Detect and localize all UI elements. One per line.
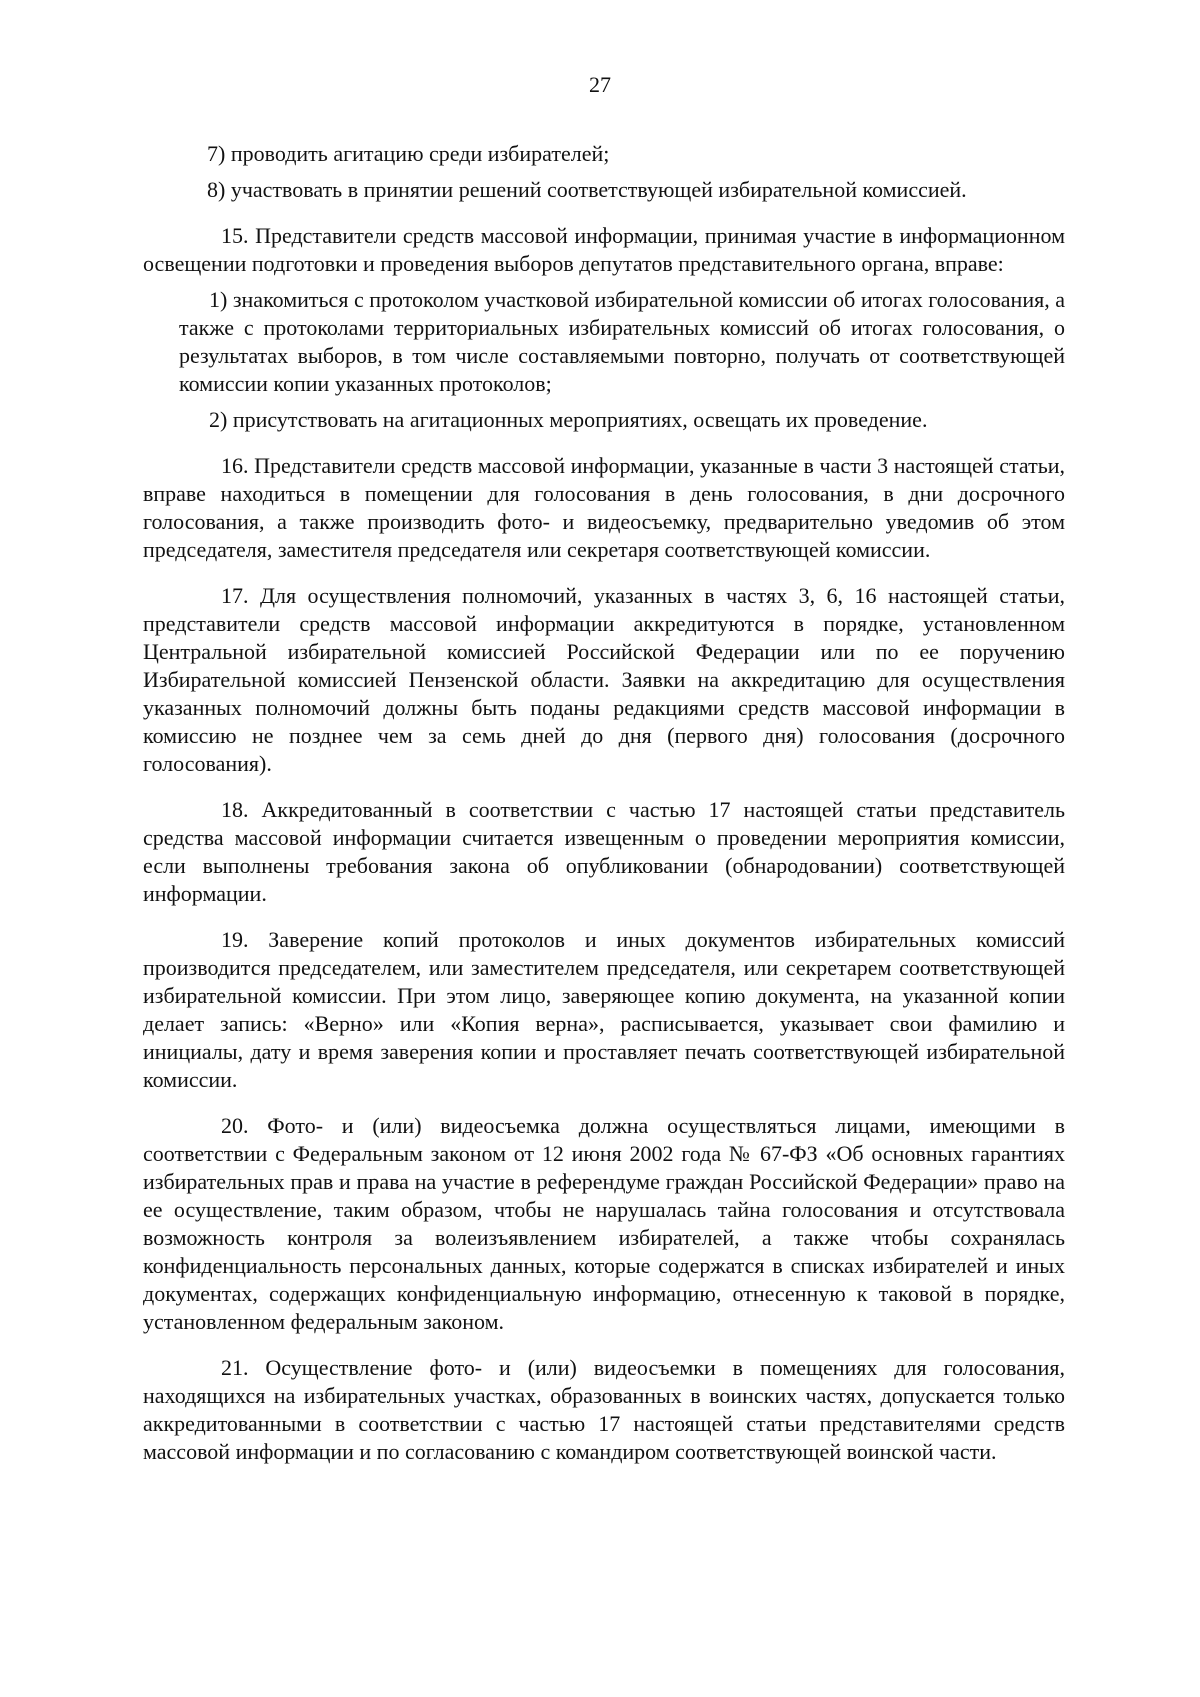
- paragraph-18: 18. Аккредитованный в соответствии с частью 17 настоящей статьи представитель средства массовой информации считается извещенным о проведении мероприятия комиссии, если выполнены требования закона об опубликовании (обнародовании) соответствующей информации.: [143, 797, 1065, 906]
- paragraph-17: 17. Для осуществления полномочий, указанных в частях 3, 6, 16 настоящей статьи, представители средств массовой информации аккредитуются в порядке, установленном Центральной избирательной комиссией Российской Федерации или по ее поручению Избирательной комиссией Пензенской области. Заявки на аккредитацию для осуществления указанных полномочий должны быть поданы редакциями средств массовой информации в комиссию не позднее чем за семь дней до дня (первого дня) голосования (досрочного голосования).: [143, 583, 1065, 776]
- document-body: [143, 140, 1065, 1466]
- paragraph-16: 16. Представители средств массовой информации, указанные в части 3 настоящей статьи, вправе находиться в помещении для голосования в день голосования, в дни досрочного голосования, а также производить фото- и видеосъемку, предварительно уведомив об этом председателя, заместителя председателя или секретаря соответствующей комиссии.: [143, 453, 1065, 562]
- paragraph-15: 15. Представители средств массовой информации, принимая участие в информационном освещении подготовки и проведения выборов депутатов представительного органа, вправе:: [143, 223, 1065, 276]
- list-item-8: 8) участвовать в принятии решений соответствующей избирательной комиссией.: [207, 177, 967, 202]
- list-item-7: 7) проводить агитацию среди избирателей;: [207, 141, 610, 166]
- paragraph-20: 20. Фото- и (или) видеосъемка должна осуществляться лицами, имеющими в соответствии с Федеральным законом от 12 июня 2002 года № 67-ФЗ «Об основных гарантиях избирательных прав и права на участие в референдуме граждан Российской Федерации» право на ее осуществление, таким образом, чтобы не нарушалась тайна голосования и отсутствовала возможность контроля за волеизъявлением избирателей, а также чтобы сохранялась конфиденциальность персональных данных, которые содержатся в списках избирателей и иных документах, содержащих конфиденциальную информацию, отнесенную к таковой в порядке, установленном федеральным законом.: [143, 1113, 1065, 1334]
- paragraph-19: 19. Заверение копий протоколов и иных документов избирательных комиссий производится председателем, или заместителем председателя, или секретарем соответствующей избирательной комиссии. При этом лицо, заверяющее копию документа, на указанной копии делает запись: «Верно» или «Копия верна», расписывается, указывает свои фамилию и инициалы, дату и время заверения копии и проставляет печать соответствующей избирательной комиссии.: [143, 927, 1065, 1092]
- paragraph-15-item-2: 2) присутствовать на агитационных мероприятиях, освещать их проведение.: [209, 407, 928, 432]
- page-number: 27: [589, 72, 611, 97]
- paragraph-21: 21. Осуществление фото- и (или) видеосъемки в помещениях для голосования, находящихся на избирательных участках, образованных в воинских частях, допускается только аккредитованными в соответствии с частью 17 настоящей статьи представителями средств массовой информации и по согласованию с командиром соответствующей воинской части.: [143, 1355, 1065, 1464]
- paragraph-15-item-1: 1) знакомиться с протоколом участковой избирательной комиссии об итогах голосования, а также с протоколами территориальных избирательных комиссий об итогах голосования, о результатах выборов, в том числе составляемыми повторно, получать от соответствующей комиссии копии указанных протоколов;: [179, 287, 1065, 396]
